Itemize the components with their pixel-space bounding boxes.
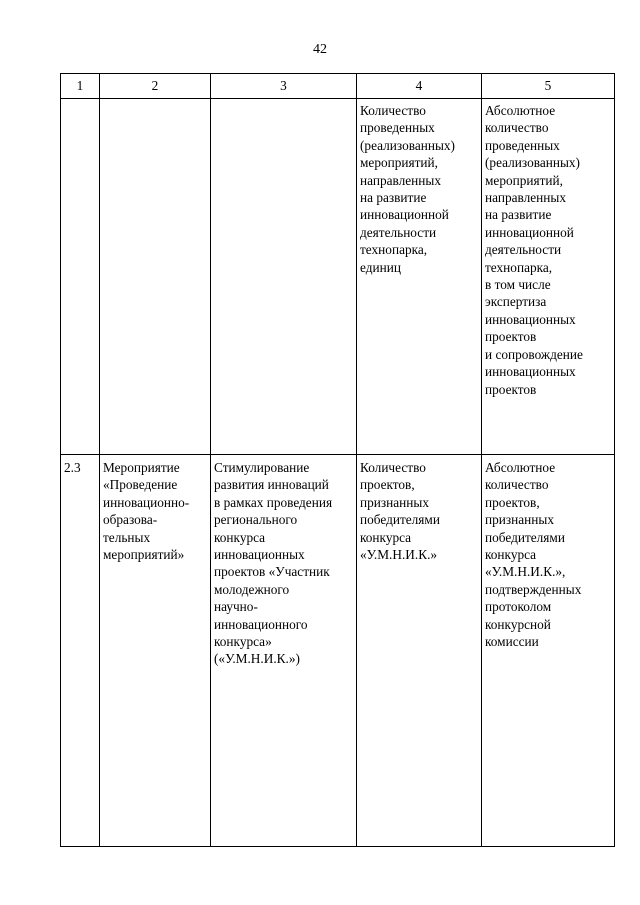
activity-name-cell xyxy=(100,99,211,455)
table-row xyxy=(61,99,615,455)
indicator-name-cell: Количество проведенных (реализованных) мероприятий, направленных на развитие инновационной деятельности технопарка, единиц xyxy=(357,99,482,455)
column-header: 3 xyxy=(211,74,357,99)
page-number: 42 xyxy=(313,42,327,57)
indicator-method-cell: Абсолютное количество проектов, признанных победителями конкурса «У.М.Н.И.К.», подтвержденных протоколом конкурсной комиссии xyxy=(482,455,615,847)
row-number-cell xyxy=(61,99,100,455)
table-header-row xyxy=(61,74,615,99)
column-header: 2 xyxy=(100,74,211,99)
column-header: 4 xyxy=(357,74,482,99)
column-header: 5 xyxy=(482,74,615,99)
row-number-cell: 2.3 xyxy=(61,455,100,847)
column-header: 1 xyxy=(61,74,100,99)
activity-name-cell: Мероприятие «Проведение инновационно- образова- тельных мероприятий» xyxy=(100,455,211,847)
indicator-method-cell: Абсолютное количество проведенных (реализованных) мероприятий, направленных на развитие инновационной деятельности технопарка, в том числе экспертиза инновационных проектов и сопровождение инновационных проектов xyxy=(482,99,615,455)
activity-description-cell: Стимулирование развития инноваций в рамках проведения регионального конкурса инновационных проектов «Участник молодежного научно- инновационного конкурса» («У.М.Н.И.К.») xyxy=(211,455,357,847)
activity-description-cell xyxy=(211,99,357,455)
table-row xyxy=(61,455,615,847)
indicator-name-cell: Количество проектов, признанных победителями конкурса «У.М.Н.И.К.» xyxy=(357,455,482,847)
indicator-table xyxy=(60,73,615,847)
